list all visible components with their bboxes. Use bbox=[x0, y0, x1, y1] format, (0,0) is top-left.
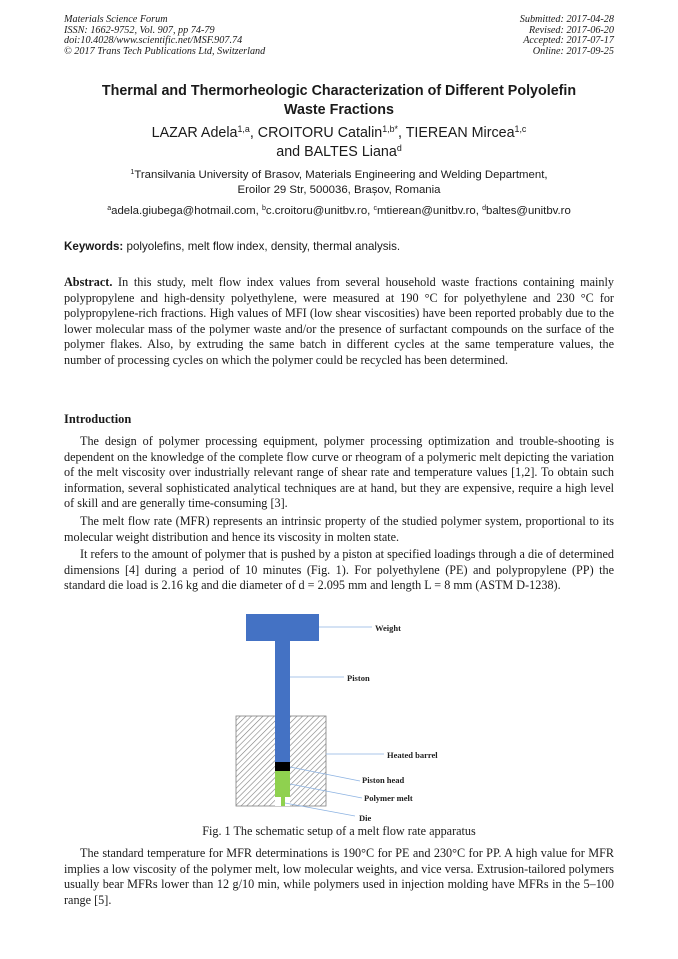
author-emails bbox=[60, 205, 618, 217]
title-line-1: Thermal and Thermorheologic Characterization of Different Polyolefin bbox=[101, 83, 577, 99]
doi-line: doi:10.4028/www.scientific.net/MSF.907.74 bbox=[64, 35, 243, 47]
barrel-bore bbox=[275, 716, 290, 806]
label-die: Die bbox=[359, 813, 372, 823]
author-affil-mark: 1,b* bbox=[382, 124, 398, 135]
author-name: TIEREAN Mircea bbox=[405, 125, 515, 141]
affiliation-mark: 1 bbox=[130, 169, 135, 177]
email-mark: c bbox=[373, 205, 378, 213]
intro-paragraph-2: The melt flow rate (MFR) represents an intrinsic property of the studied polymer system, proportional to its molecular weight distribution and hence its viscosity in molten state. bbox=[64, 514, 614, 544]
author-affil-mark: 1,c bbox=[514, 124, 527, 135]
affiliation-line-1: Transilvania University of Brasov, Materials Engineering and Welding Department, bbox=[134, 169, 548, 181]
abstract-label: Abstract. bbox=[64, 275, 113, 289]
journal-header-right bbox=[520, 15, 614, 57]
melt-leader bbox=[290, 784, 362, 798]
journal-name: Materials Science Forum bbox=[64, 14, 168, 25]
label-piston-head: Piston head bbox=[362, 775, 405, 785]
accepted-date: Accepted: 2017-07-17 bbox=[523, 35, 614, 47]
label-piston: Piston bbox=[347, 673, 370, 683]
keywords bbox=[64, 240, 400, 253]
author-separator: , bbox=[398, 125, 406, 141]
polymer-melt bbox=[275, 771, 290, 797]
email-address: adela.giubega@hotmail.com, bbox=[111, 205, 262, 217]
title-line-2: Waste Fractions bbox=[284, 102, 394, 118]
paper-title bbox=[60, 82, 618, 120]
journal-header-left bbox=[64, 15, 265, 57]
author-name: LAZAR Adela bbox=[151, 125, 238, 141]
author-list bbox=[60, 124, 618, 161]
submitted-date: Submitted: 2017-04-28 bbox=[519, 14, 614, 25]
keywords-text: polyolefins, melt flow index, density, thermal analysis. bbox=[123, 240, 401, 253]
author-name: BALTES Liana bbox=[304, 143, 397, 160]
author-affil-mark: 1,a bbox=[237, 124, 250, 135]
email-mark: b bbox=[261, 205, 266, 213]
piston-head bbox=[275, 762, 290, 771]
figure-caption: Fig. 1 The schematic setup of a melt flow rate apparatus bbox=[202, 824, 476, 838]
email-address: c.croitoru@unitbv.ro, bbox=[265, 205, 374, 217]
intro-paragraph-4: The standard temperature for MFR determinations is 190°C for PE and 230°C for PP. A high value for MFR implies a low viscosity of the polymer melt, low molecular weights, and vice versa. Extrusion-tailored polymers usually bear MFRs lower than 12 g/10 min, while polymers used in injection molding have MFRs in the 5–100 range [5]. bbox=[64, 846, 614, 907]
affiliation bbox=[60, 168, 618, 198]
author-separator: , bbox=[249, 125, 258, 141]
section-heading-introduction: Introduction bbox=[64, 412, 132, 426]
piston-head-leader bbox=[290, 767, 360, 781]
label-weight: Weight bbox=[375, 623, 401, 633]
email-address: mtierean@unitbv.ro, bbox=[377, 205, 483, 217]
die-leader bbox=[285, 803, 355, 816]
heated-barrel bbox=[236, 716, 326, 806]
email-mark: d bbox=[482, 205, 486, 213]
online-date: Online: 2017-09-25 bbox=[532, 45, 614, 57]
label-heated-barrel: Heated barrel bbox=[387, 750, 438, 760]
abstract bbox=[64, 275, 614, 368]
revised-date: Revised: 2017-06-20 bbox=[528, 24, 614, 36]
email-mark: a bbox=[107, 205, 112, 213]
piston-rod bbox=[275, 641, 290, 762]
author-affil-mark: d bbox=[396, 142, 402, 153]
intro-paragraph-1: The design of polymer processing equipment, polymer processing optimization and trouble-shooting is dependent on the knowledge of the complete flow curve or rheogram of a polymeric melt depicting the variation of the melt viscosity over industrially relevant range of shear rate and temperature values [1,2]. To obtain such information, several sophisticated analytical techniques are at hand, but they are expensive, require a high level of skill and are generally time-consuming [3]. bbox=[64, 434, 614, 510]
die bbox=[281, 797, 285, 806]
issn-line: ISSN: 1662-9752, Vol. 907, pp 74-79 bbox=[64, 24, 215, 36]
affiliation-line-2: Eroilor 29 Str, 500036, Brașov, Romania bbox=[237, 184, 441, 196]
label-polymer-melt: Polymer melt bbox=[364, 793, 413, 803]
intro-paragraph-3: It refers to the amount of polymer that is pushed by a piston at specified loadings through a die of determined dimensions [4] during a period of 10 minutes (Fig. 1). For polyethylene (PE) and polypropylene (PP) the standard die load is 2.16 kg and die diameter of d = 2.095 mm and length L = 8 mm (ASTM D-1238). bbox=[64, 547, 614, 592]
copyright-line: © 2017 Trans Tech Publications Ltd, Switzerland bbox=[64, 45, 266, 57]
weight-block bbox=[246, 614, 319, 641]
keywords-label: Keywords: bbox=[64, 240, 124, 253]
author-conjunction: and bbox=[276, 143, 305, 160]
email-address: baltes@unitbv.ro bbox=[486, 205, 571, 217]
abstract-text: In this study, melt flow index values from several household waste fractions containing mainly polypropylene and high-density polyethylene, were measured at 190 °C for polyethylene and 230 °C for polypropylene-rich fractions. High values of MFI (low shear viscosities) have been reported probably due to the lower molecular mass of the polymer waste and/or the presence of surfactant compounds on the surface of the polymer flakes. Also, by extruding the same batch in different cycles at the same temperature values, the number of processing cycles on which the polymer could be recycled has been determined. bbox=[64, 275, 614, 367]
author-name: CROITORU Catalin bbox=[257, 125, 383, 141]
